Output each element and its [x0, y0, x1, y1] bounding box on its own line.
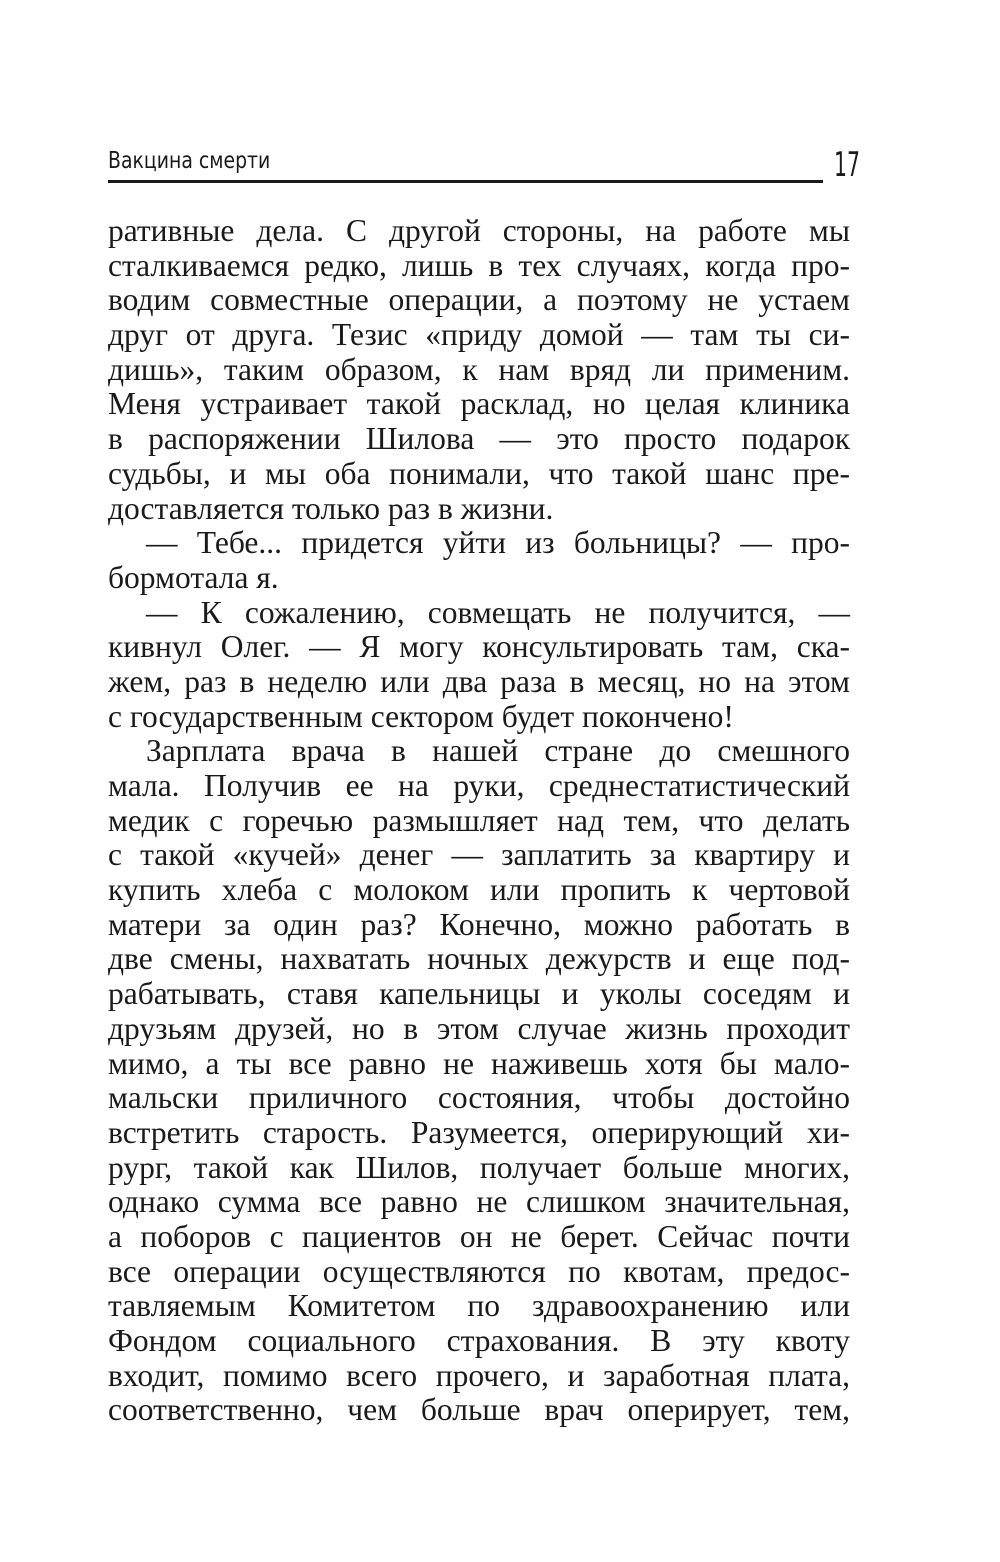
- text-line: Меня устраивает такой расклад, но целая клиника: [108, 386, 850, 422]
- body-text: [108, 214, 850, 1428]
- running-header: [108, 140, 823, 183]
- running-title: Вакцина смерти: [108, 148, 271, 174]
- text-line: — Тебе... придется уйти из больницы? — про-: [146, 525, 850, 561]
- text-line: ративные дела. С другой стороны, на работе мы: [108, 213, 850, 248]
- text-line: мимо, а ты все равно не наживешь хотя бы мало-: [108, 1045, 850, 1081]
- text-line: — К сожалению, совмещать не получится, —: [146, 594, 850, 630]
- text-line: водим совместные операции, а поэтому не устаем: [108, 282, 850, 318]
- text-line: с государственным сектором будет покончено!: [108, 698, 734, 734]
- text-line: дишь», таким образом, к нам вряд ли применим.: [108, 351, 850, 387]
- text-line: рург, такой как Шилов, получает больше многих,: [108, 1149, 850, 1185]
- text-line: купить хлеба с молоком или пропить к чертовой: [108, 872, 850, 908]
- text-line: друзьям друзей, но в этом случае жизнь проходит: [108, 1010, 850, 1046]
- text-line: кивнул Олег. — Я могу консультировать там, ска-: [108, 629, 850, 665]
- text-line: однако сумма все равно не слишком значительная,: [108, 1184, 850, 1220]
- text-line: с такой «кучей» денег — заплатить за квартиру и: [108, 837, 850, 873]
- text-line: бормотала я.: [108, 559, 279, 595]
- page-number: 17: [834, 145, 860, 185]
- text-line: Фондом социального страхования. В эту квоту: [108, 1323, 850, 1358]
- text-line: медик с горечью размышляет над тем, что делать: [108, 802, 850, 838]
- text-line: судьбы, и мы оба понимали, что такой шанс пре-: [108, 455, 850, 491]
- text-line: в распоряжении Шилова — это просто подарок: [108, 421, 850, 457]
- text-line: сталкиваемся редко, лишь в тех случаях, когда про-: [108, 247, 850, 283]
- text-line: мала. Получив ее на руки, среднестатистический: [108, 768, 850, 803]
- text-line: а поборов с пациентов он не берет. Сейчас почти: [108, 1218, 850, 1254]
- text-line: встретить старость. Разумеется, оперирующий хи-: [108, 1114, 850, 1150]
- text-line: соответственно, чем больше врач оперирует, тем,: [108, 1392, 850, 1428]
- text-line: входит, помимо всего прочего, и заработная плата,: [108, 1357, 850, 1393]
- text-line: матери за один раз? Конечно, можно работать в: [108, 906, 850, 942]
- text-line: Зарплата врача в нашей стране до смешного: [146, 733, 850, 769]
- text-line: доставляется только раз в жизни.: [108, 490, 554, 526]
- text-line: мальски приличного состояния, чтобы достойно: [108, 1080, 850, 1116]
- text-line: тавляемым Комитетом по здравоохранению или: [108, 1288, 850, 1324]
- text-line: все операции осуществляются по квотам, предос-: [108, 1253, 850, 1289]
- text-line: жем, раз в неделю или два раза в месяц, но на этом: [108, 663, 850, 699]
- text-line: рабатывать, ставя капельницы и уколы соседям и: [108, 976, 850, 1012]
- text-line: друг от друга. Тезис «приду домой — там ты си-: [108, 317, 850, 353]
- text-line: две смены, нахватать ночных дежурств и еще под-: [108, 941, 850, 977]
